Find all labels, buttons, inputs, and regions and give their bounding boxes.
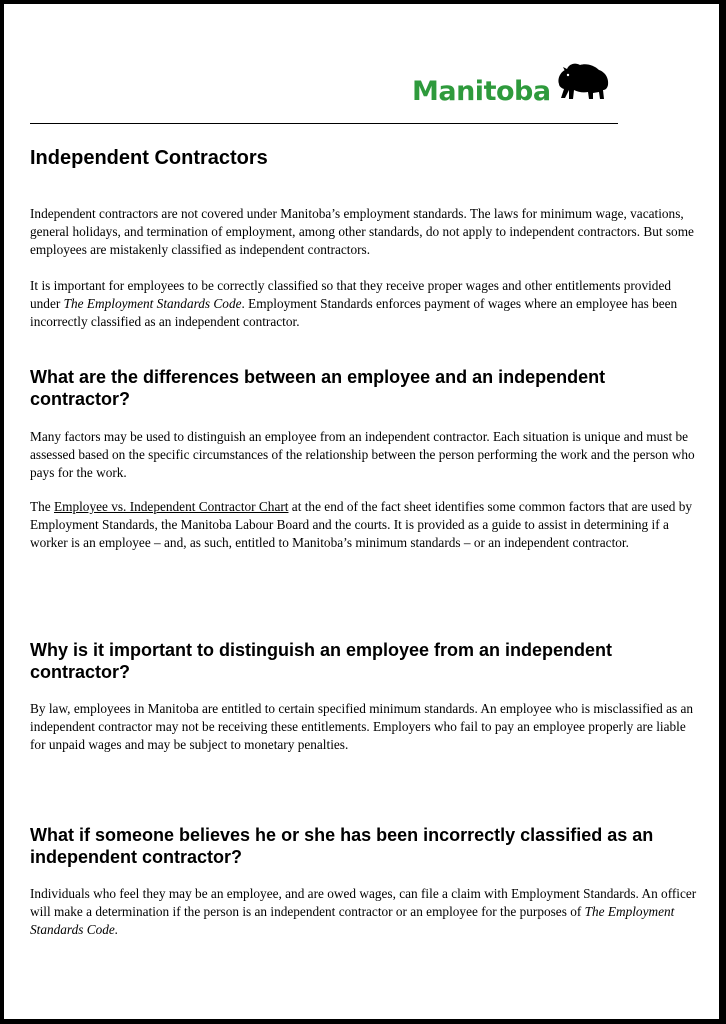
text-span: at the end of the fact sheet identifies some common factors that are used by Employment Standards, the Manitoba Labour Board and the courts. It is provided as a guide to assist in determining if a worker is an employee – and, as such, entitled to Manitoba’s minimum standards – or an independent contractor. xyxy=(30,499,693,550)
text-span: . Employment Standards enforces payment of wages where an employee has been incorrectly classified as an independent contractor. xyxy=(30,296,678,329)
manitoba-logo xyxy=(412,62,611,105)
code-title: The Employment Standards Code xyxy=(63,296,242,311)
section3-paragraph-1 xyxy=(30,885,702,939)
text-span: The xyxy=(30,499,54,514)
code-title: The Employment Standards Code. xyxy=(30,904,675,937)
intro-paragraph-2 xyxy=(30,277,702,331)
document-page xyxy=(4,4,719,1019)
section2-paragraph-1: By law, employees in Manitoba are entitled to certain specified minimum standards. An employee who is misclassified as an independent contractor may not be receiving these entitlements. Employers who fail to pay an employee properly are liable for unpaid wages and may be subject to monetary penalties. xyxy=(30,701,694,752)
text-span: It is important for employees to be correctly classified so that they receive proper wages and other entitlements provided under xyxy=(30,278,671,311)
page-title: Independent Contractors xyxy=(30,147,268,169)
section-heading-differences: What are the differences between an employee and an independent contractor? xyxy=(30,367,606,409)
intro-paragraph-1: Independent contractors are not covered under Manitoba’s employment standards. The laws for minimum wage, vacations, general holidays, and termination of employment, among other standards, do not apply to independent contractors. But some employees are mistakenly classified as independent contractors. xyxy=(30,206,694,257)
header-rule xyxy=(30,123,618,124)
section-heading-why-important: Why is it important to distinguish an employee from an independent contractor? xyxy=(30,640,613,682)
section1-paragraph-2 xyxy=(30,498,702,552)
text-span: Individuals who feel they may be an employee, and are owed wages, can file a claim with Employment Standards. An officer will make a determination if the person is an independent contractor or an employee for the purposes of xyxy=(30,886,697,919)
section-heading-incorrectly-classified: What if someone believes he or she has been incorrectly classified as an independent contractor? xyxy=(30,825,654,867)
section1-paragraph-1: Many factors may be used to distinguish an employee from an independent contractor. Each situation is unique and must be assessed based on the specific circumstances of the relationship between the person performing the work and the person who pays for the work. xyxy=(30,429,695,480)
contractor-chart-link[interactable]: Employee vs. Independent Contractor Chart xyxy=(54,499,289,514)
logo-wordmark: Manitoba xyxy=(412,76,551,107)
bison-icon xyxy=(553,62,611,107)
